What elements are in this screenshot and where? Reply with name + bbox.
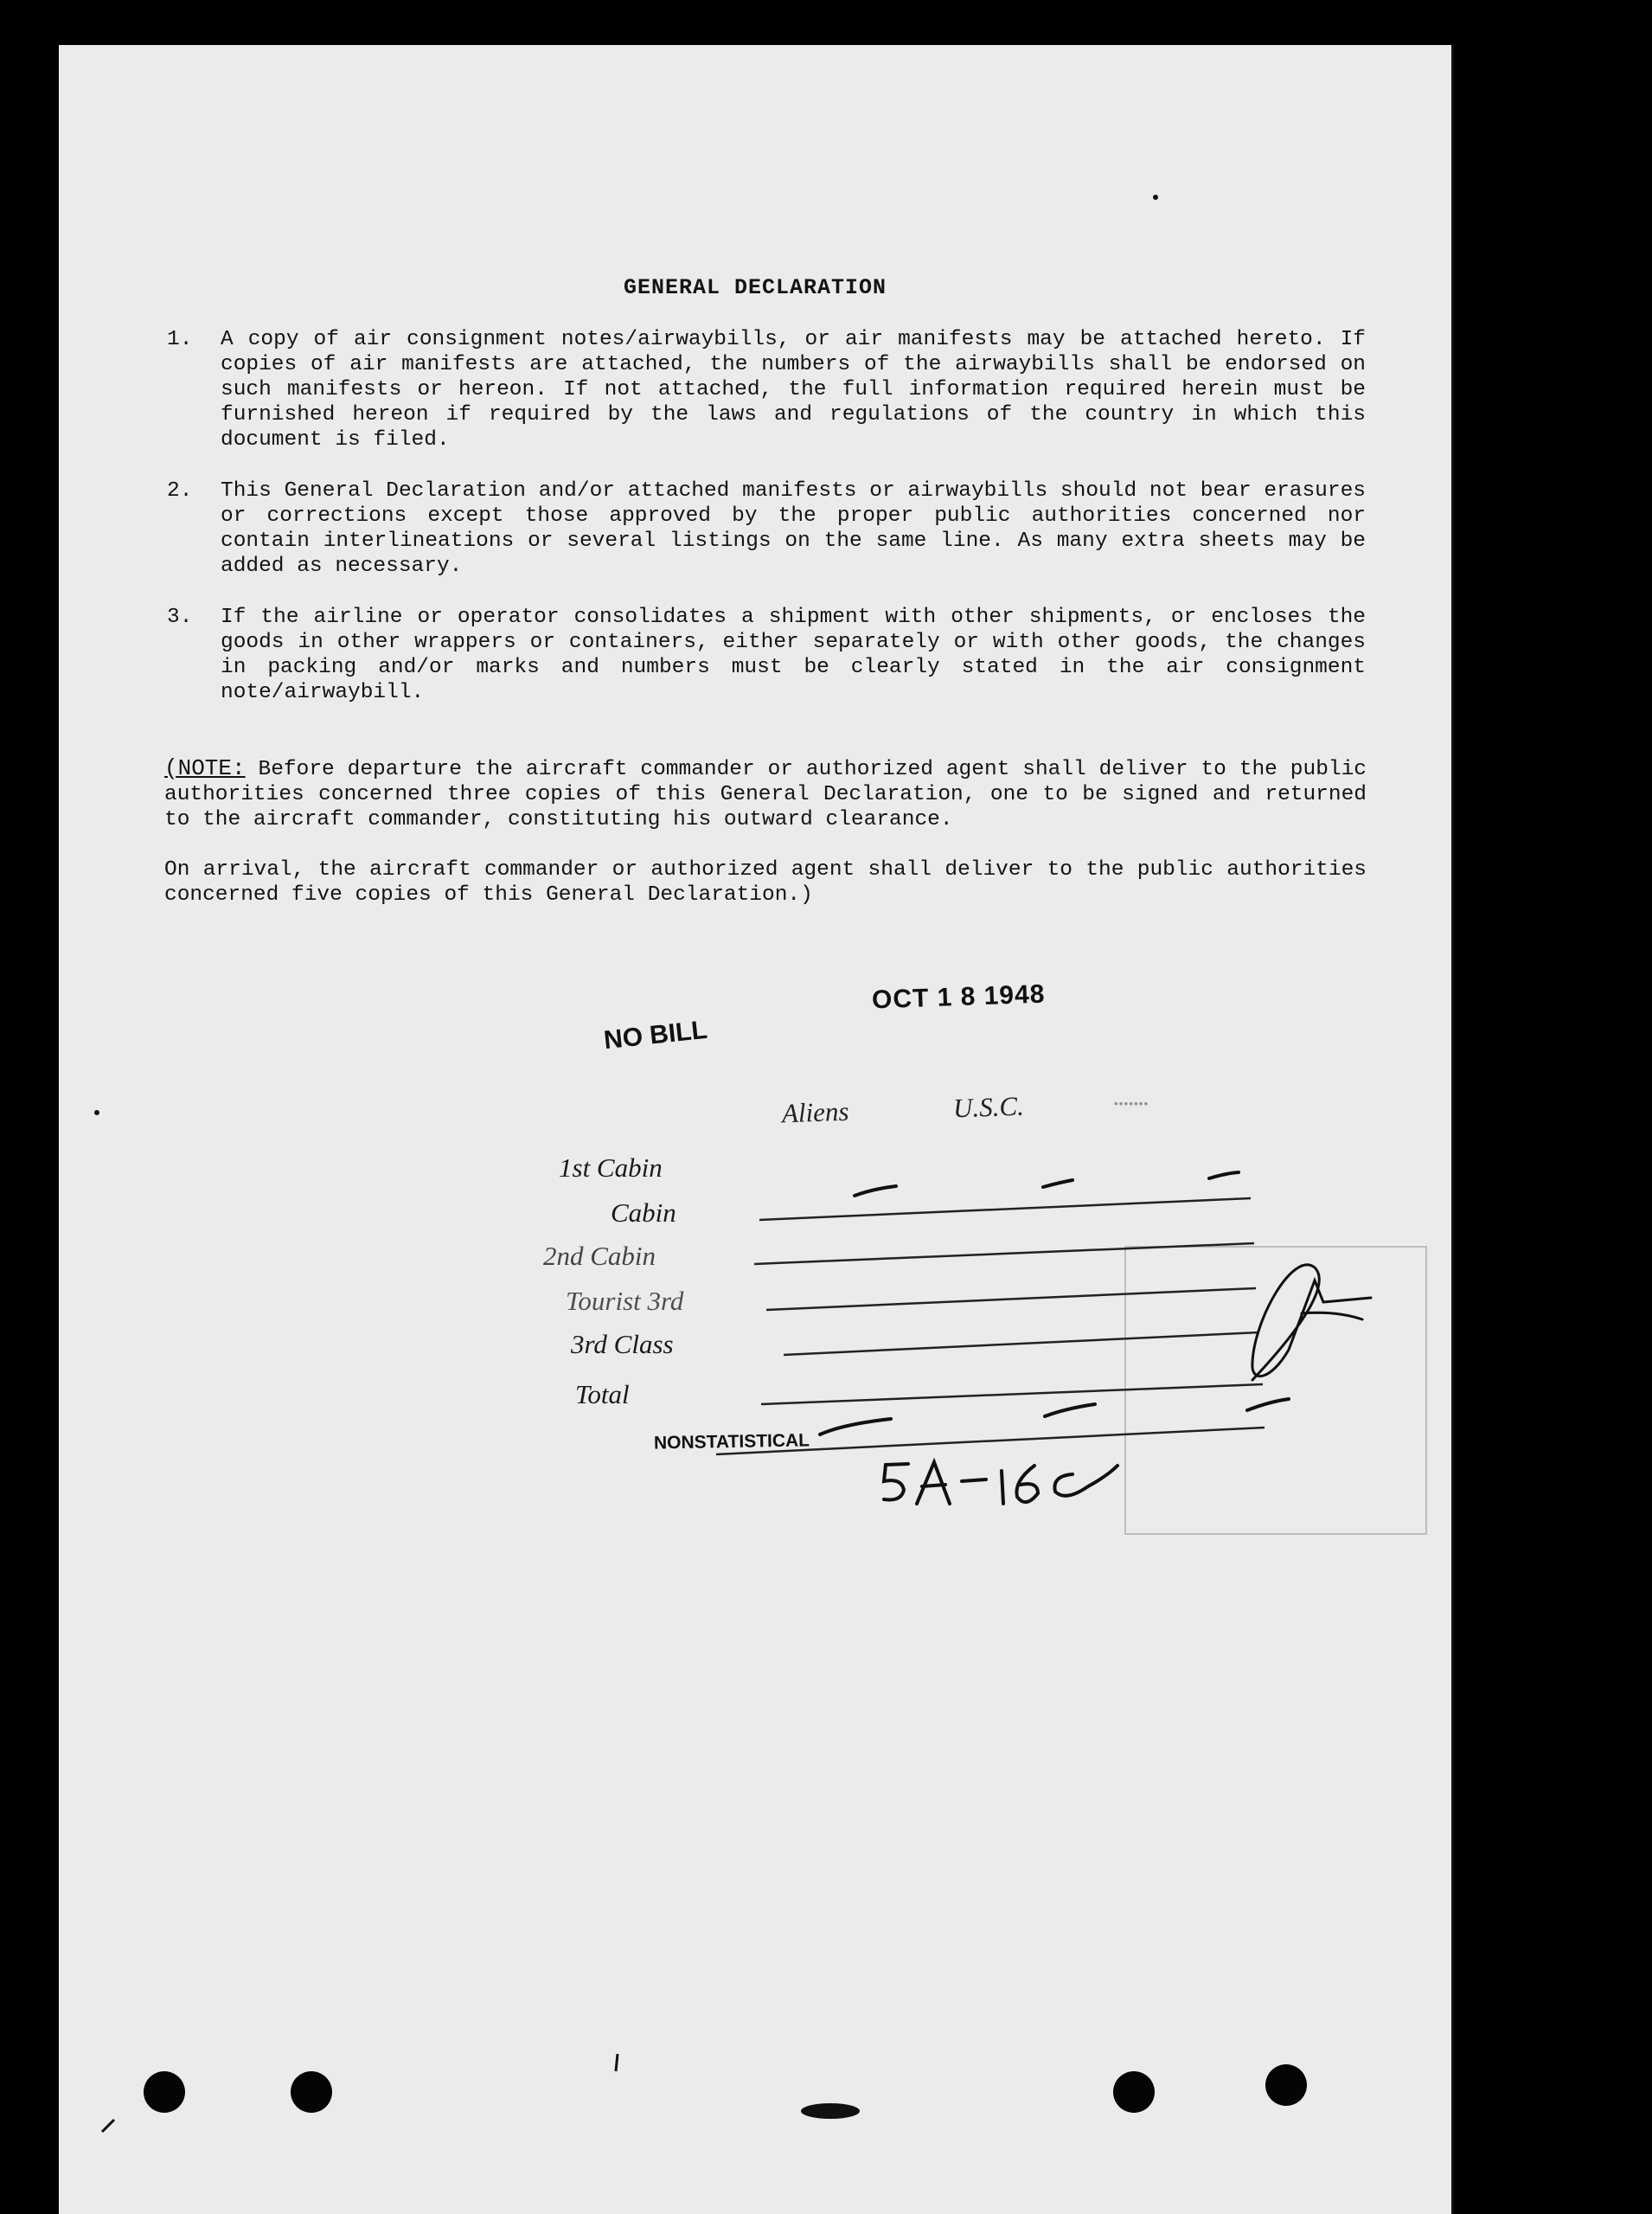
form-underlines (716, 1198, 1265, 1454)
column-header-illegible: ······· (1112, 1088, 1148, 1119)
row-label-cabin: Cabin (611, 1197, 676, 1228)
note-text: Before departure the aircraft commander or authorized agent shall deliver to the public authorities concerned three copies of this General Declaration, one to be signed and returned to the aircraft commander, constituting his outward clearance. (164, 758, 1367, 831)
date-stamp: OCT 1 8 1948 (871, 979, 1046, 1015)
check-mark-icon (1252, 1265, 1371, 1380)
row-label-1st-cabin: 1st Cabin (559, 1152, 663, 1183)
column-header-usc: U.S.C. (952, 1090, 1025, 1124)
item-text: If the airline or operator consolidates a shipment with other shipments, or encloses the goods in other wrappers or containers, either separately or with other goods, the changes in packing and/or marks and numbers must be clearly stated in the air consignment note/airwaybill. (221, 606, 1366, 704)
row-label-2nd-cabin: 2nd Cabin (543, 1241, 656, 1271)
row-label-tourist-3rd: Tourist 3rd (566, 1286, 684, 1316)
no-bill-stamp: NO BILL (602, 1015, 709, 1056)
item-number: 3. (167, 606, 193, 629)
item-number: 1. (167, 328, 193, 351)
item-text: A copy of air consignment notes/airwaybills, or air manifests may be attached hereto. If copies of air manifests are attached, the numbers of the airwaybills shall be endorsed on such manifests or hereon. If not attached, the full information required herein must be furnished hereon if required by the laws and regulations of the country in which this document is filed. (221, 328, 1366, 452)
arrival-note: On arrival, the aircraft commander or authorized agent shall deliver to the public authorities concerned five copies of this General Declaration.) (164, 858, 1367, 907)
note-lead: (NOTE: (164, 755, 246, 781)
row-label-total: Total (575, 1379, 630, 1409)
nonstatistical-stamp: NONSTATISTICAL (653, 1430, 810, 1454)
punch-holes (144, 2064, 1307, 2113)
scan-specks (94, 195, 1158, 2119)
column-header-aliens: Aliens (781, 1095, 850, 1129)
item-number: 2. (167, 479, 193, 503)
page-title: GENERAL DECLARATION (623, 275, 887, 300)
item-text: This General Declaration and/or attached manifests or airwaybills should not bear erasures or corrections except those approved by the proper public authorities concerned nor contain interlineations or several listings on the same line. As many extra sheets may be added as necessary. (221, 479, 1366, 578)
row-label-3rd-class: 3rd Class (571, 1329, 674, 1359)
handwritten-code-5a-16c (884, 1462, 1117, 1504)
